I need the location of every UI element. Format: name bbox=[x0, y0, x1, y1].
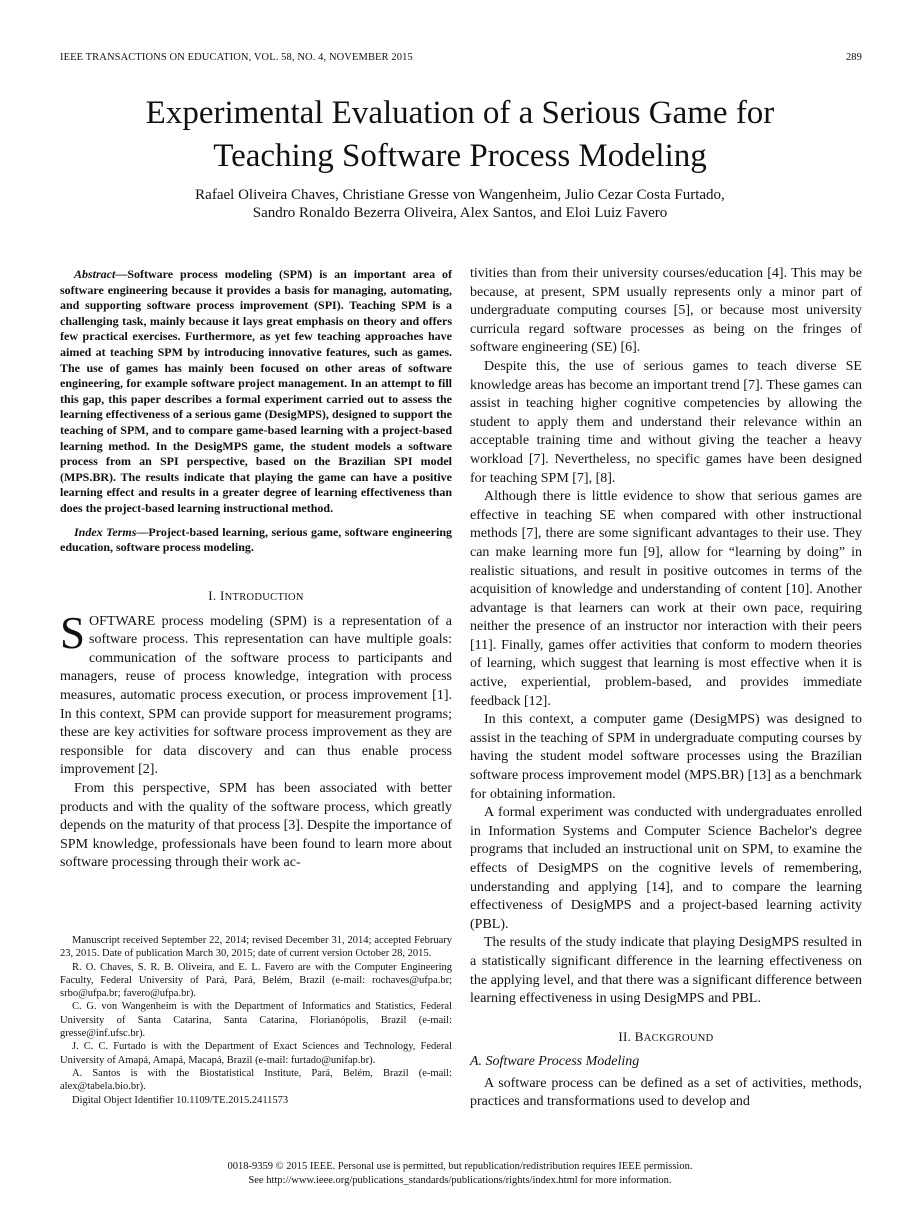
title-line-2: Teaching Software Process Modeling bbox=[213, 138, 707, 174]
journal-header: IEEE TRANSACTIONS ON EDUCATION, VOL. 58, NO. 4, NOVEMBER 2015 bbox=[60, 52, 413, 63]
section-numeral: I. bbox=[208, 587, 217, 603]
intro-paragraph-5: In this context, a computer game (DesigMPS) was designed to assist in the teaching of SPM in undergraduate computing courses by having the student model software processes using the Brazilian software process improvement model (MPS.BR) [13] as a benchmark for obtaining information. bbox=[470, 712, 862, 802]
footer-line-1: 0018-9359 © 2015 IEEE. Personal use is permitted, but republication/redistribution requires IEEE permission. bbox=[227, 1161, 693, 1172]
footnote-affiliation-4: A. Santos is with the Biostatistical Institute, Pará, Belém, Brazil (e-mail: alex@tabela.bio.br). bbox=[60, 1067, 452, 1093]
page-number: 289 bbox=[845, 52, 862, 63]
right-column bbox=[470, 265, 862, 1112]
intro-paragraph-6: A formal experiment was conducted with undergraduates enrolled in Information Systems and Computer Science Bachelor's degree programs that included an instructional unit on SPM, to examine the effects of DesigMPS on the cognitive levels of remembering, understanding and applying [14], and to compare the learning effectiveness of DesigMPS and a project-based learning activity (PBL). bbox=[470, 805, 862, 932]
copyright-footer bbox=[40, 1160, 880, 1188]
footnote-affiliation-2: C. G. von Wangenheim is with the Department of Informatics and Statistics, Federal University of Santa Catarina, Santa Catarina, Florianópolis, Brazil (e-mail: gresse@inf.ufsc.br). bbox=[60, 1001, 452, 1040]
title-line-1: Experimental Evaluation of a Serious Game for bbox=[145, 95, 775, 131]
author-list bbox=[40, 186, 880, 222]
footnote-doi: Digital Object Identifier 10.1109/TE.2015.2411573 bbox=[72, 1094, 289, 1106]
drop-cap: S bbox=[60, 607, 86, 658]
authors-line-2: Sandro Ronaldo Bezerra Oliveira, Alex Santos, and Eloi Luiz Favero bbox=[252, 205, 668, 221]
abstract-text: —Software process modeling (SPM) is an important area of software engineering because it provides a basis for managing, automating, and supporting software process improvement (SPI). Teaching SPM is a challenging task, mainly because it lays great emphasis on theory and offers few practical exercises. Furthermore, as yet few teaching approaches have aimed at teaching SPM by introducing innovative features, such as games. The use of games has mainly been focused on other areas of software engineering, for example software project management. In an attempt to fill this gap, this paper describes a formal experiment carried out to assess the learning effectiveness of a serious game (DesigMPS), designed to support the teaching of SPM, and to compare game-based learning with a project-based learning method. In the DesigMPS game, the student models a software process from an SPI perspective, based on the Brazilian SPI model (MPS.BR). The results indicate that playing the game can have a positive learning effect and results in a greater degree of learning effectiveness than does the project-based learning instructional method. bbox=[60, 267, 452, 515]
footnotes bbox=[60, 934, 452, 1107]
intro-paragraph-4: Although there is little evidence to show that serious games are effective in teaching SE when compared with other instructional methods [7], there are some significant advantages to their use. They can make learning more fun [9], allow for “learning by doing” in realistic situations, and result in positive outcomes in terms of the acquisition of knowledge and understanding of content [10]. Another advantage is that learners can work at their own pace, requiring neither the presence of an instructor nor interaction with their peers [11]. Finally, games offer activities that conform to modern theories of learning, which suggest that learning is most effective when it is active, experiential, problem-based, and provides immediate feedback [12]. bbox=[470, 489, 862, 709]
subsection-heading: A. Software Process Modeling bbox=[470, 1053, 640, 1069]
intro-paragraph-2-continued: tivities than from their university courses/education [4]. This may be because, at present, SPM usually represents only a minor part of undergraduate computing courses [5], or because most university curricula regard software processes as being on the fringes of software engineering (SE) [6]. bbox=[470, 266, 862, 356]
section-numeral: II. bbox=[618, 1028, 632, 1044]
footnote-manuscript: Manuscript received September 22, 2014; revised December 31, 2014; accepted February 23, 2015. Date of publication March 30, 2015; date of current version October 28, 2015. bbox=[60, 935, 452, 960]
paper-title bbox=[40, 92, 880, 178]
section-initial: I bbox=[219, 587, 225, 603]
abstract-label: Abstract bbox=[74, 267, 116, 281]
section-smallcaps: ACKGROUND bbox=[643, 1032, 714, 1044]
index-terms-label: Index Terms bbox=[74, 524, 137, 539]
intro-paragraph-7: The results of the study indicate that playing DesigMPS resulted in a statistically significant difference in the learning effectiveness on the applying level, and that there was a significant difference between learning effectiveness in using DesigMPS and PBL. bbox=[470, 935, 862, 1007]
left-column bbox=[60, 267, 452, 873]
intro-paragraph-1 bbox=[60, 607, 452, 780]
section-initial: B bbox=[634, 1028, 644, 1044]
section-smallcaps: NTRODUCTION bbox=[224, 591, 304, 603]
intro-paragraph-3: Despite this, the use of serious games to teach diverse SE knowledge areas has become an important trend [7]. These games can assist in teaching higher cognitive competencies by allowing the student to apply them and understand their relevance within an acceptable training time and without giving the teacher a heavy workload [7]. Nevertheless, no specific games have been designed for teaching SPM [7], [8]. bbox=[470, 358, 862, 486]
background-paragraph-1: A software process can be defined as a set of activities, methods, practices and transformations used to develop and bbox=[470, 1075, 862, 1110]
authors-line-1: Rafael Oliveira Chaves, Christiane Gresse von Wangenheim, Julio Cezar Costa Furtado, bbox=[195, 187, 725, 203]
abstract bbox=[60, 267, 452, 517]
index-terms-text: —Project-based learning, serious game, software engineering education, software process modeling. bbox=[60, 524, 452, 555]
footnote-affiliation-1: R. O. Chaves, S. R. B. Oliveira, and E. L. Favero are with the Computer Engineering Faculty, Federal University of Pará, Pará, Belém, Brazil (e-mail: rochaves@ufpa.br; srbo@ufpa.br; favero@ufpa.br). bbox=[60, 961, 452, 1000]
section-heading-background bbox=[470, 1029, 862, 1045]
section-heading-introduction bbox=[60, 588, 452, 604]
index-terms bbox=[60, 525, 452, 556]
intro-p1-text: OFTWARE process modeling (SPM) is a representation of a software process. This representation can have multiple goals: communication of the software process to participants and managers, reuse of process knowledge, integration with process measures, automatic process execution, or process improvement [1]. In this context, SPM can provide support for measurement programs; these are key activities for software process improvement as they are responsible for data discovery and can thus enable process improvement [2]. bbox=[60, 613, 452, 778]
footer-line-2: See http://www.ieee.org/publications_standards/publications/rights/index.html for more information. bbox=[248, 1175, 672, 1186]
footnote-affiliation-3: J. C. C. Furtado is with the Department of Exact Sciences and Technology, Federal University of Amapá, Amapá, Macapá, Brazil (e-mail: furtado@unifap.br). bbox=[60, 1041, 452, 1066]
intro-paragraph-2: From this perspective, SPM has been associated with better products and with the quality of the software process, which greatly depends on the maturity of that process [3]. Despite the importance of SPM knowledge, professionals have been found to learn more about software processing through their work ac- bbox=[60, 781, 452, 871]
